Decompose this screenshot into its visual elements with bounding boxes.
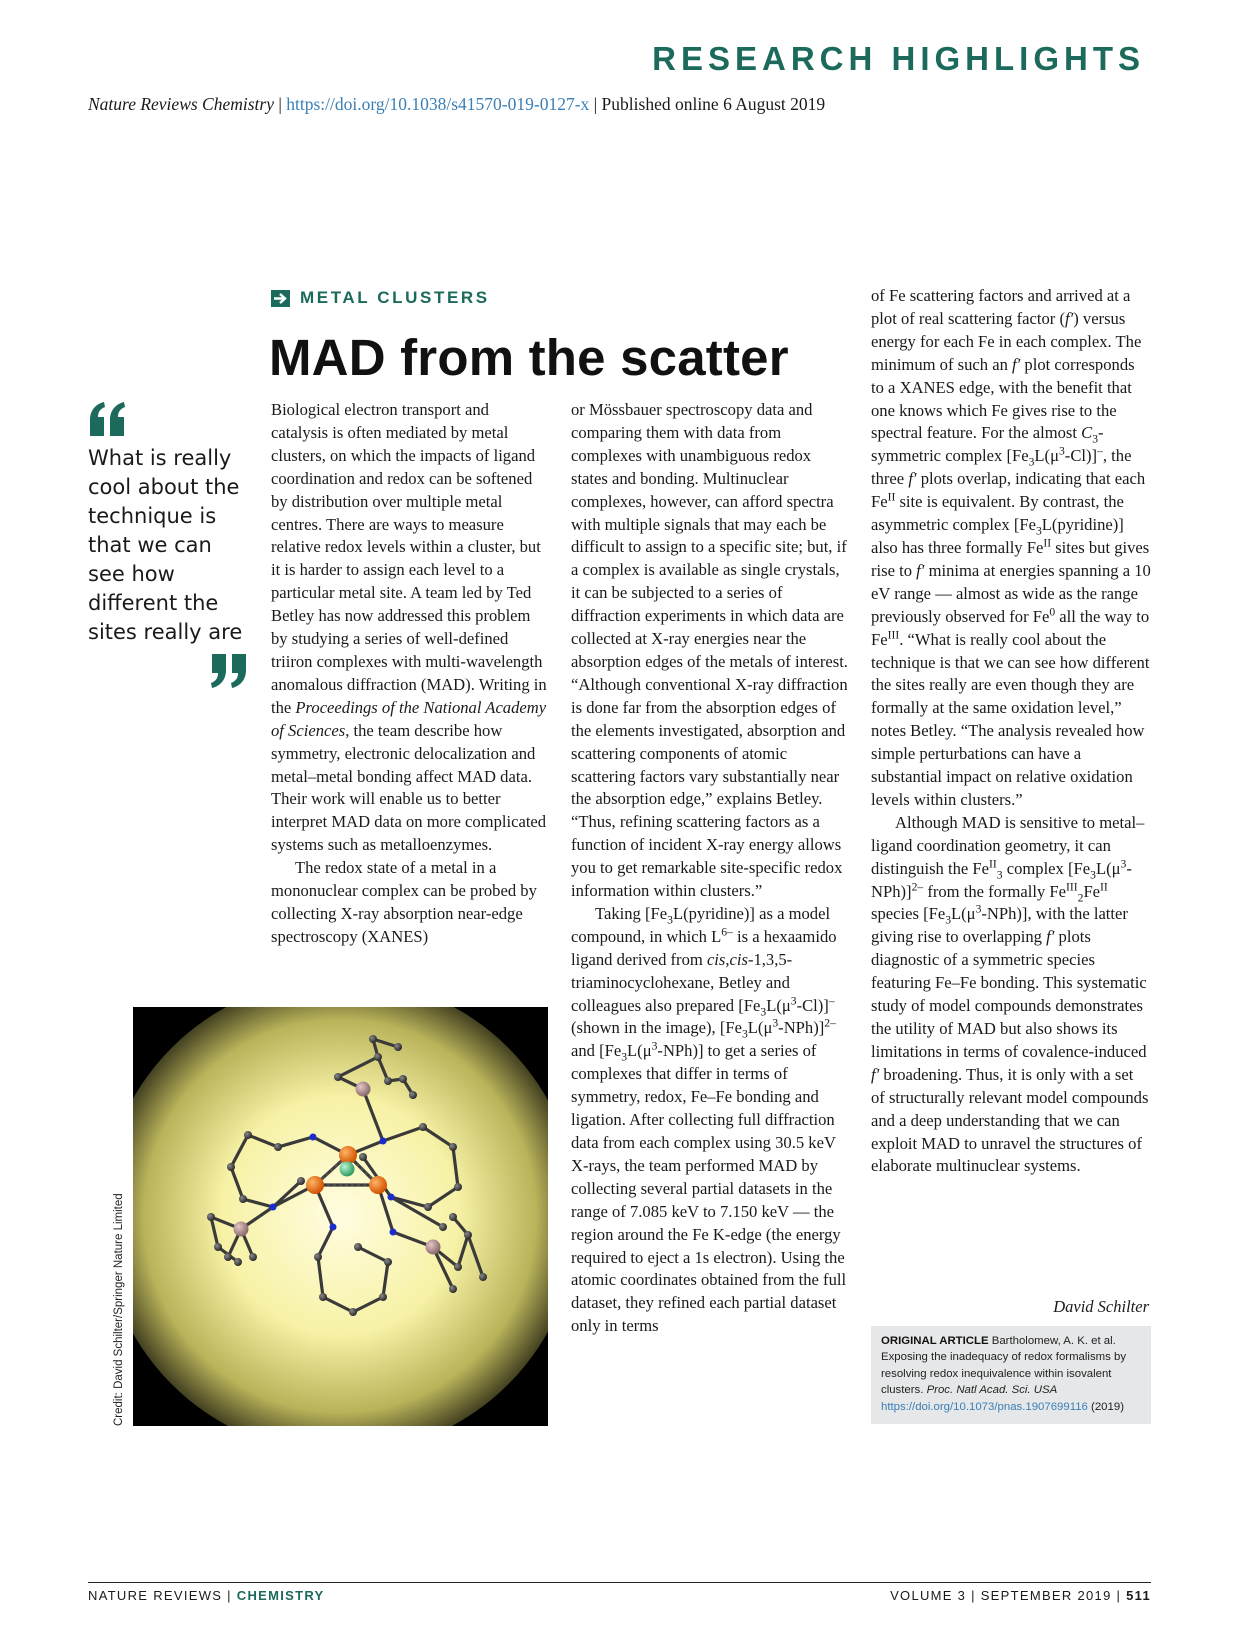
pull-quote: What is really cool about the technique is that we can see how different the sites really are <box>88 446 243 644</box>
published-date: Published online 6 August 2019 <box>601 94 826 114</box>
paragraph: or Mössbauer spectroscopy data and comparing them with data from complexes with unambiguous redox states and bonding. Multinuclear complexes, however, can afford spectra with multiple signals that may each be difficult to assign to a specific site; but, if a complex is available as single crystals, it can be subjected to a series of diffraction experiments in which data are collected at X-ray energies near the absorption edges of the metals of interest. “Although conventional X-ray diffraction is done far from the absorption edges of the elements investigated, absorption and scattering components of atomic scattering factors vary substantially near the absorption edge,” explains Betley. “Thus, refining scattering factors as a function of incident X-ray energy allows you to get remarkable site-specific redox information within clusters.” <box>571 400 848 901</box>
paragraph: Although MAD is sensitive to metal–ligand coordination geometry, it can distinguish the $Fe^{II}_3$ complex $[Fe_3L(\mu^3-NPh)]^{2-}$ from the formally $Fe^{III}_2Fe^{II}$ species $[Fe_3L(\mu^3-NPh)]$, with the latter giving rise to overlapping f′ plots diagnostic of a symmetric species featuring Fe–Fe bonding. This systematic study of model compounds demonstrates the utility of MAD but also shows its limitations in terms of covalence-induced f′ broadening. Thus, it is only with a set of structurally relevant model compounds and a deep understanding that we can exploit MAD to unravel the structures of elaborate multinuclear systems. <box>871 812 1149 1176</box>
section-label: RESEARCH HIGHLIGHTS <box>652 40 1145 77</box>
original-article-journal: Proc. Natl Acad. Sci. USA <box>926 1384 1058 1397</box>
paragraph: Taking $[Fe_3L(pyridine)]$ as a model compound, in which $L^{6-}$ is a hexaamido ligand derived from cis,cis-1,3,5-triaminocyclohexane, Betley and colleagues also prepared $[Fe_3L(\mu^3-Cl)]^-$ (shown in the image), $[Fe_3L(\mu^3-NPh)]^{2-}$ and $[Fe_3L(\mu^3-NPh)]$ to get a series of complexes that differ in terms of symmetry, redox, Fe–Fe bonding and ligation. After collecting full diffraction data from each complex using 30.5 keV X-rays, the team performed MAD by collecting several partial datasets in the range of 7.085 keV to 7.150 keV — the region around the Fe K-edge (the energy required to eject a 1s electron). Using the atomic coordinates obtained from the full dataset, they refined each partial dataset only in terms <box>571 903 847 1336</box>
original-article-tag: ORIGINAL ARTICLE <box>881 1335 989 1347</box>
footer-journal: NATURE REVIEWS | CHEMISTRY <box>88 1588 325 1603</box>
separator: | <box>274 94 287 114</box>
kicker <box>271 288 490 308</box>
footer-volume: VOLUME 3 | SEPTEMBER 2019 | 511 <box>890 1588 1151 1603</box>
original-article-text: Bartholomew, A. K. et al. Exposing the inadequacy of redox formalisms by resolving redox inequivalence within isovalent clusters. <box>881 1335 1127 1397</box>
close-quote-icon <box>210 654 248 688</box>
original-article-box <box>871 1326 1151 1424</box>
citation-line <box>88 94 825 115</box>
body-column-3 <box>871 285 1151 1178</box>
paragraph: Biological electron transport and catalysis is often mediated by metal clusters, on which the impacts of ligand coordination and redox can be softened by distribution over multiple metal centres. There are ways to measure relative redox levels within a cluster, but it is harder to assign each level to a particular metal site. A team led by Ted Betley has now addressed this problem by studying a series of well-defined triiron complexes with multi-wavelength anomalous diffraction (MAD). Writing in the Proceedings of the National Academy of Sciences, the team describe how symmetry, electronic delocalization and metal–metal bonding affect MAD data. Their work will enable us to better interpret MAD data on more complicated systems such as metalloenzymes. <box>271 400 547 855</box>
body-column-1 <box>271 399 547 949</box>
paragraph: The redox state of a metal in a mononuclear complex can be probed by collecting X-ray absorption near-edge spectroscopy (XANES) <box>271 858 537 946</box>
original-article-year: (2019) <box>1087 1400 1124 1413</box>
arrow-right-icon <box>271 290 290 307</box>
journal-name: Nature Reviews Chemistry <box>88 94 274 114</box>
footer-divider <box>88 1582 1151 1583</box>
paragraph: of Fe scattering factors and arrived at a plot of real scattering factor (f′) versus energy for each Fe in each complex. The minimum of such an f′ plot corresponds to a XANES edge, with the benefit that one knows which Fe gives rise to the spectral feature. For the almost $C_3$-symmetric complex $[Fe_3L(\mu^3-Cl)]^-$, the three f′ plots overlap, indicating that each $Fe^{II}$ site is equivalent. By contrast, the asymmetric complex $[Fe_3L(pyridine)]$ also has three formally $Fe^{II}$ sites but gives rise to f′ minima at energies spanning a 10 eV range — almost as wide as the range previously observed for Fe$^0$ all the way to $Fe^{III}$. “What is really cool about the technique is that we can see how different the sites really are even though they are formally at the same oxidation level,” notes Betley. “The analysis revealed how simple perturbations can have a substantial impact on relative oxidation levels within clusters.” <box>871 286 1151 809</box>
molecule-figure <box>133 1007 548 1426</box>
molecule-illustration <box>133 1007 548 1426</box>
page-number: 511 <box>1126 1588 1151 1603</box>
doi-link[interactable]: https://doi.org/10.1038/s41570-019-0127-x <box>286 94 590 114</box>
kicker-label: METAL CLUSTERS <box>300 288 490 307</box>
body-column-2 <box>571 399 849 1338</box>
original-article-link[interactable]: https://doi.org/10.1073/pnas.1907699116 <box>881 1400 1088 1413</box>
article-title: MAD from the scatter <box>269 329 789 386</box>
open-quote-icon <box>88 402 126 436</box>
separator: | <box>589 94 602 114</box>
figure-credit: Credit: David Schilter/Springer Nature Limited <box>113 1193 125 1426</box>
author-signature: David Schilter <box>1053 1297 1149 1316</box>
